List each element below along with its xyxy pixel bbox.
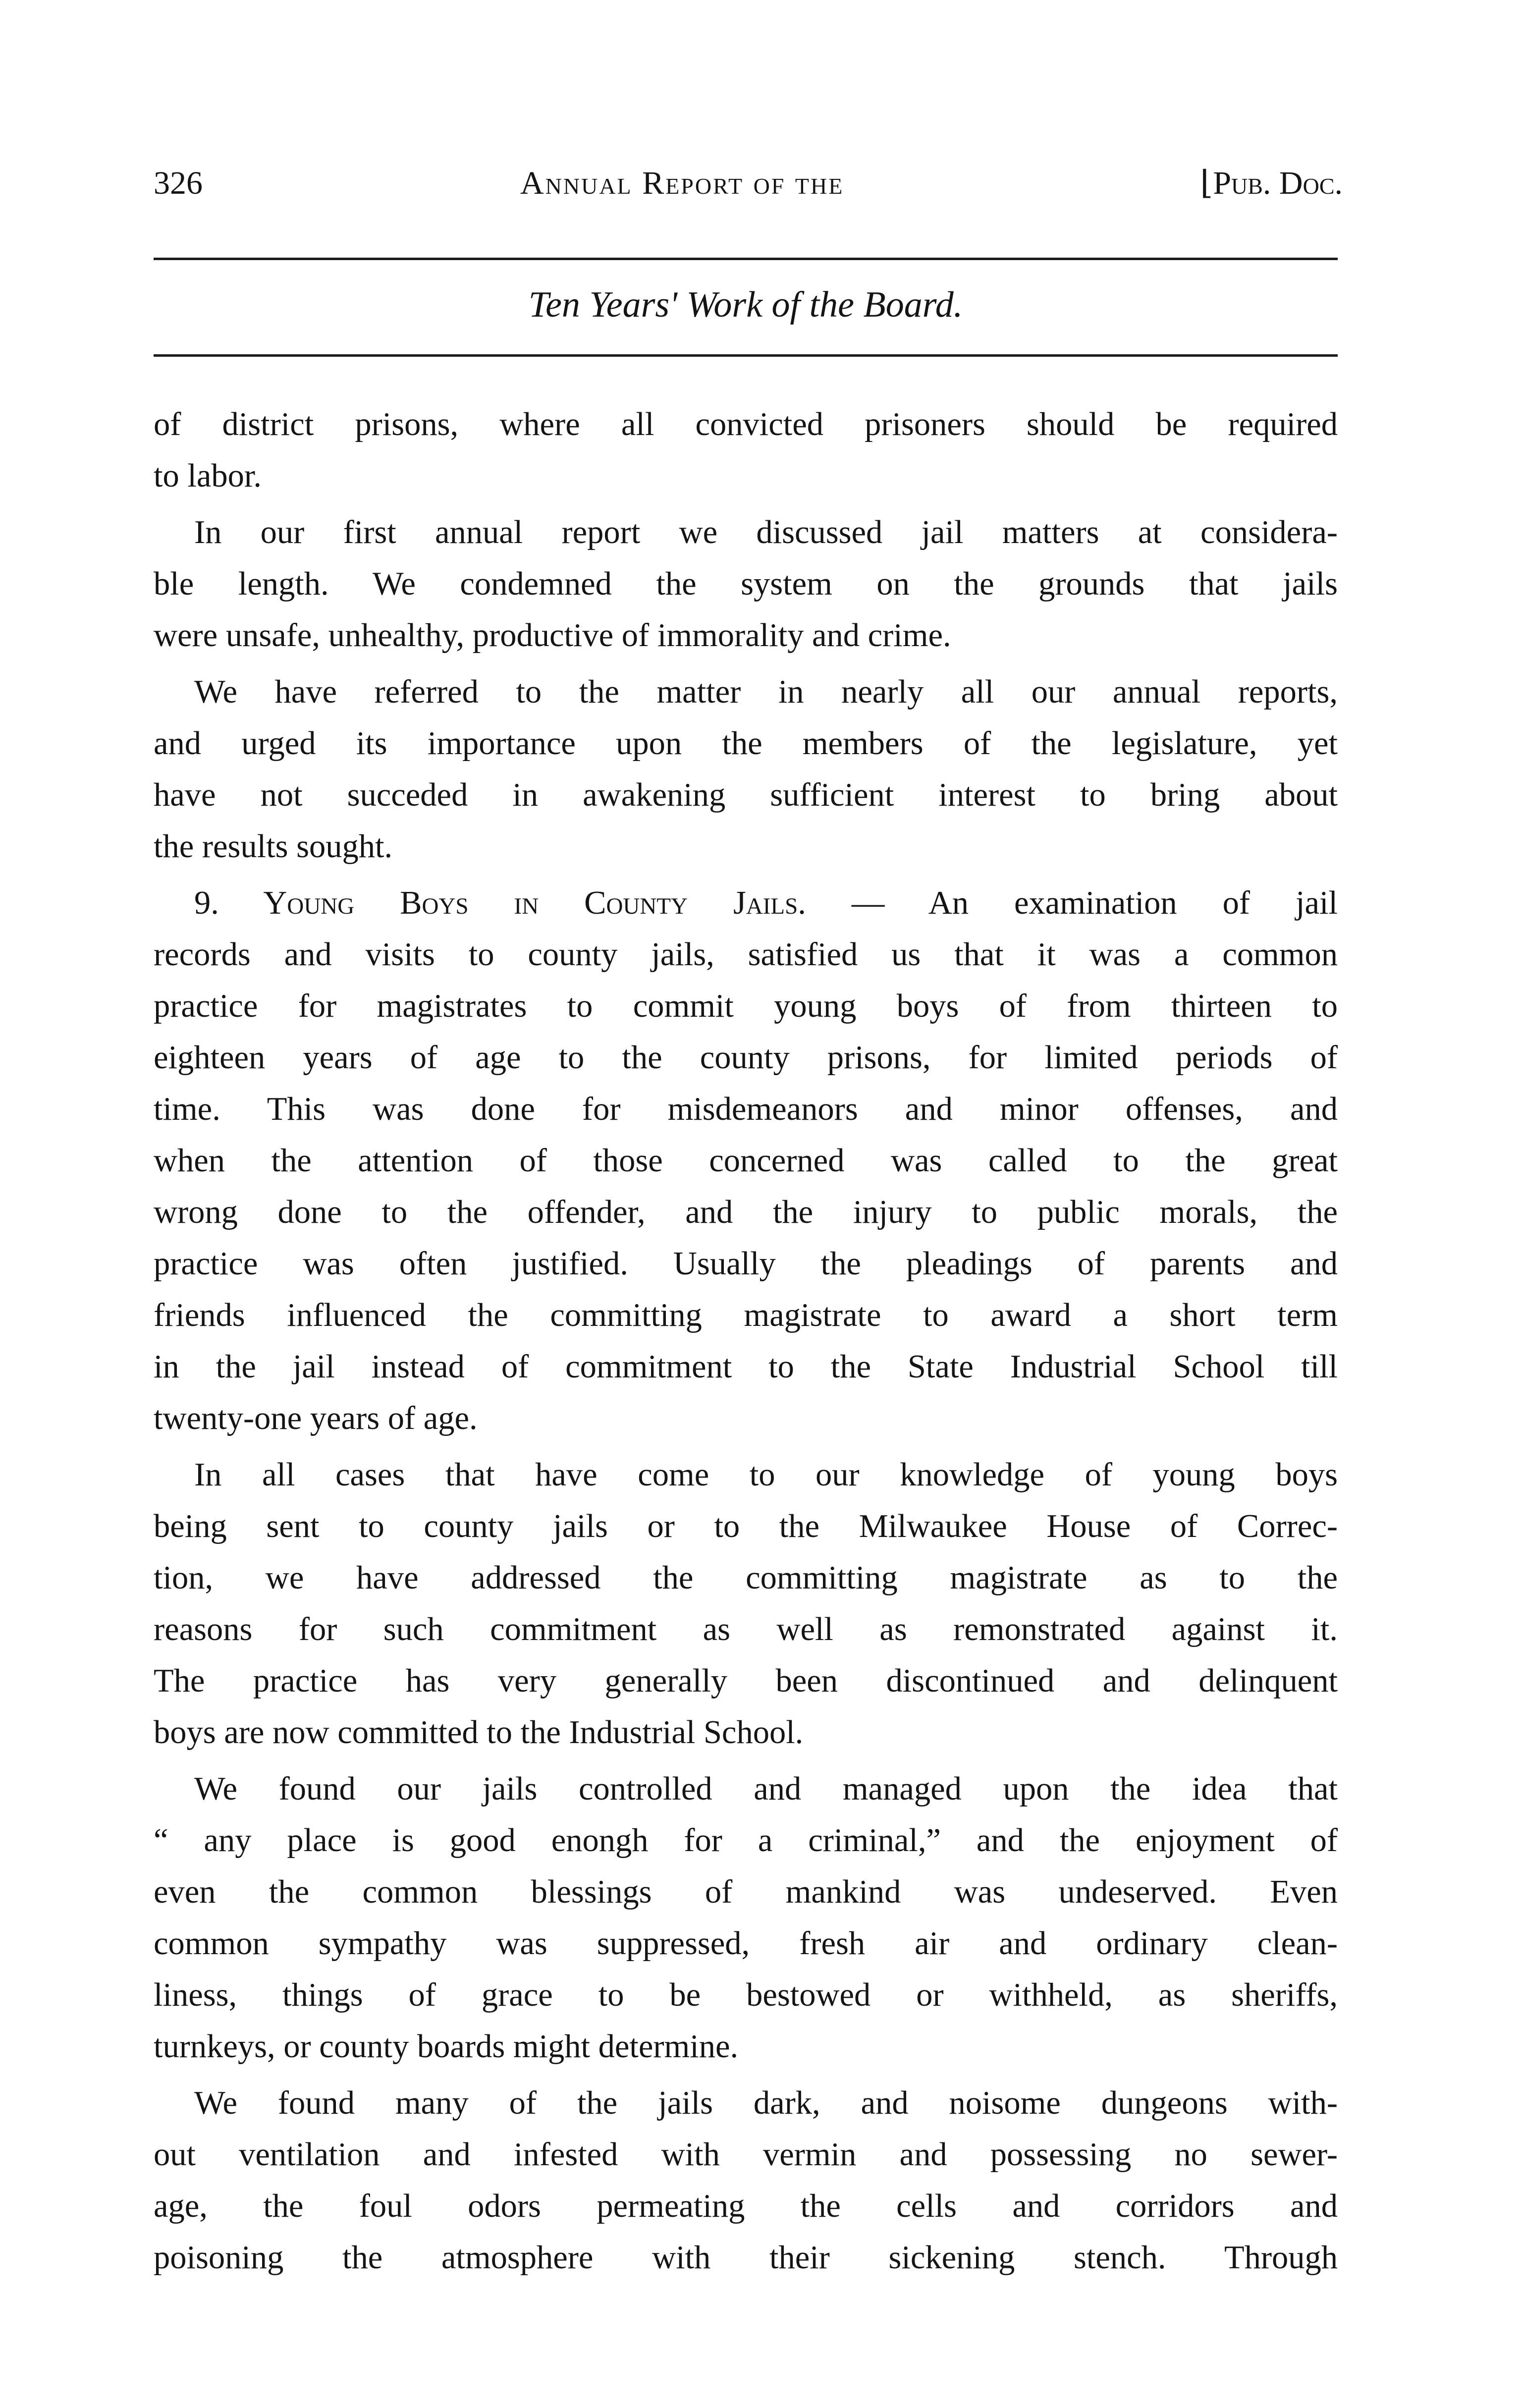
section-title: Ten Years' Work of the Board. [528, 284, 963, 325]
text-line: eighteen years of age to the county prisons, for limited periods of [154, 1040, 1338, 1076]
text-line: the results sought. [154, 828, 393, 865]
body-text [154, 399, 1338, 2284]
text-line: “ any place is good enongh for a criminal,” and the enjoyment of [154, 1822, 1338, 1859]
text-line: practice was often justified. Usually the pleadings of parents and [154, 1246, 1338, 1282]
text-line: when the attention of those concerned was called to the great [154, 1143, 1338, 1179]
text-line-segment: — An examination of jail [806, 885, 1338, 921]
text-line: have not succeded in awakening sufficient interest to bring about [154, 777, 1338, 813]
text-line: records and visits to county jails, satisfied us that it was a common [154, 936, 1338, 973]
text-line: twenty-one years of age. [154, 1400, 478, 1436]
text-line: to labor. [154, 458, 262, 494]
text-line: common sympathy was suppressed, fresh air and ordinary clean- [154, 1925, 1338, 1962]
text-line: The practice has very generally been discontinued and delinquent [154, 1663, 1338, 1699]
text-line: age, the foul odors permeating the cells and corridors and [154, 2188, 1338, 2224]
text-line: and urged its importance upon the members of the legislature, yet [154, 725, 1338, 762]
running-head-title: Annual Report of the [520, 165, 844, 201]
text-line: In our first annual report we discussed jail matters at considera- [194, 514, 1338, 550]
text-line: boys are now committed to the Industrial School. [154, 1714, 804, 1751]
text-line: of district prisons, where all convicted prisoners should be required [154, 406, 1338, 442]
text-line: ble length. We condemned the system on the grounds that jails [154, 566, 1338, 602]
text-line: wrong done to the offender, and the injury to public morals, the [154, 1194, 1338, 1230]
text-line: practice for magistrates to commit young boys of from thirteen to [154, 988, 1338, 1024]
text-line: even the common blessings of mankind was undeserved. Even [154, 1874, 1338, 1910]
text-line: time. This was done for misdemeanors and minor offenses, and [154, 1091, 1338, 1127]
running-head [154, 159, 1343, 208]
text-line: were unsafe, unhealthy, productive of immorality and crime. [154, 617, 951, 654]
text-line: being sent to county jails or to the Milwaukee House of Correc- [154, 1508, 1338, 1544]
text-line: turnkeys, or county boards might determine. [154, 2028, 739, 2065]
text-line: In all cases that have come to our knowledge of young boys [194, 1457, 1338, 1493]
running-head-doc: ⌊Pub. Doc. [1200, 165, 1343, 201]
text-line: out ventilation and infested with vermin and possessing no sewer- [154, 2136, 1338, 2173]
text-line: We have referred to the matter in nearly all our annual reports, [194, 674, 1338, 710]
text-line: poisoning the atmosphere with their sickening stench. Through [154, 2240, 1338, 2276]
text-line: friends influenced the committing magistrate to award a short term [154, 1297, 1338, 1333]
text-line: We found our jails controlled and managed upon the idea that [194, 1771, 1338, 1807]
page-number: 326 [154, 165, 203, 201]
section-heading-9: 9. Young Boys in County Jails. [194, 885, 806, 921]
header-rule-top [154, 258, 1338, 260]
text-line: in the jail instead of commitment to the State Industrial School till [154, 1349, 1338, 1385]
text-line: tion, we have addressed the committing magistrate as to the [154, 1560, 1338, 1596]
text-line: reasons for such commitment as well as remonstrated against it. [154, 1611, 1338, 1647]
text-line: We found many of the jails dark, and noisome dungeons with- [194, 2085, 1338, 2121]
text-line-heading-9 [154, 877, 1338, 929]
text-line: liness, things of grace to be bestowed or withheld, as sheriffs, [154, 1977, 1338, 2013]
header-rule-bottom [154, 354, 1338, 357]
